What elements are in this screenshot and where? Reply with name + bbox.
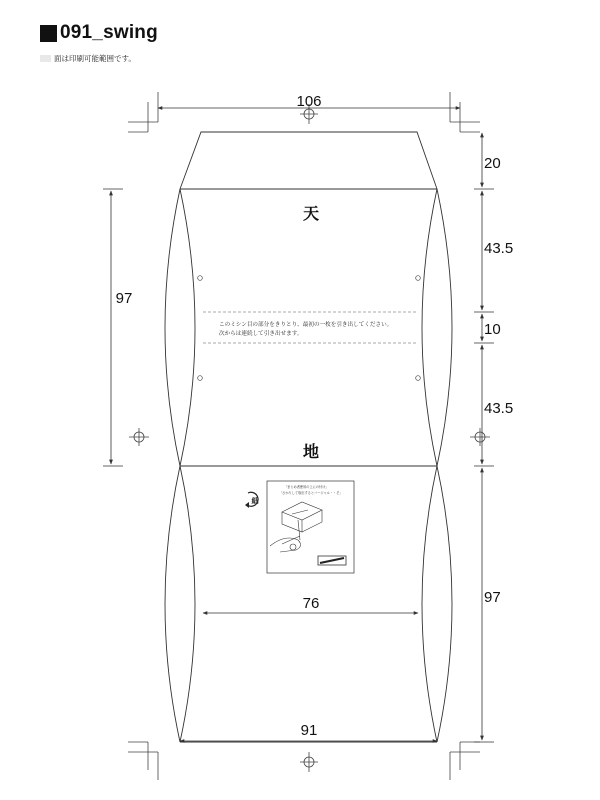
dim-bottom-width-label: 91 xyxy=(300,722,318,739)
dim-right-upper-label: 43.5 xyxy=(484,240,514,257)
paper-recycle-icon xyxy=(245,492,259,508)
registration-mark-right xyxy=(470,428,490,446)
dieline-outline xyxy=(165,132,452,742)
dim-left-height-label: 97 xyxy=(115,290,133,307)
side-holes xyxy=(198,276,421,381)
dim-left-height xyxy=(103,189,123,466)
dim-right-lower-label: 43.5 xyxy=(484,400,514,417)
instruction-card xyxy=(267,481,354,573)
perforation-text-2: 次からは連続して引き出せます。 xyxy=(219,331,303,337)
perforation-text-1: このミシン目の部分をきりとり、最初の一枚を引き出してください。 xyxy=(219,322,393,328)
printable-area-note: 面は印刷可能範囲です。 xyxy=(54,54,136,63)
dim-top-width-label: 106 xyxy=(296,93,322,110)
brand-logo-icon xyxy=(318,556,346,565)
instruction-text-2: 「さかりして取出するとバージャル・・そ」 xyxy=(279,491,343,495)
dim-right-bottom-label: 97 xyxy=(484,589,501,606)
dim-inner-width-label: 76 xyxy=(302,595,320,612)
face-label-top: 天 xyxy=(302,204,320,223)
registration-mark-left xyxy=(129,428,149,446)
instruction-text-1: 「まとめ者使用の上にの付け」 xyxy=(284,485,329,489)
dim-right-flap-label: 20 xyxy=(484,155,501,172)
dim-right-chain xyxy=(474,133,494,742)
dim-right-perf-label: 10 xyxy=(484,321,501,338)
recycle-label: 紙 xyxy=(251,497,259,505)
registration-mark-bottom xyxy=(300,752,318,772)
face-label-bottom: 地 xyxy=(302,442,320,461)
page-title: 091_swing xyxy=(60,22,158,43)
